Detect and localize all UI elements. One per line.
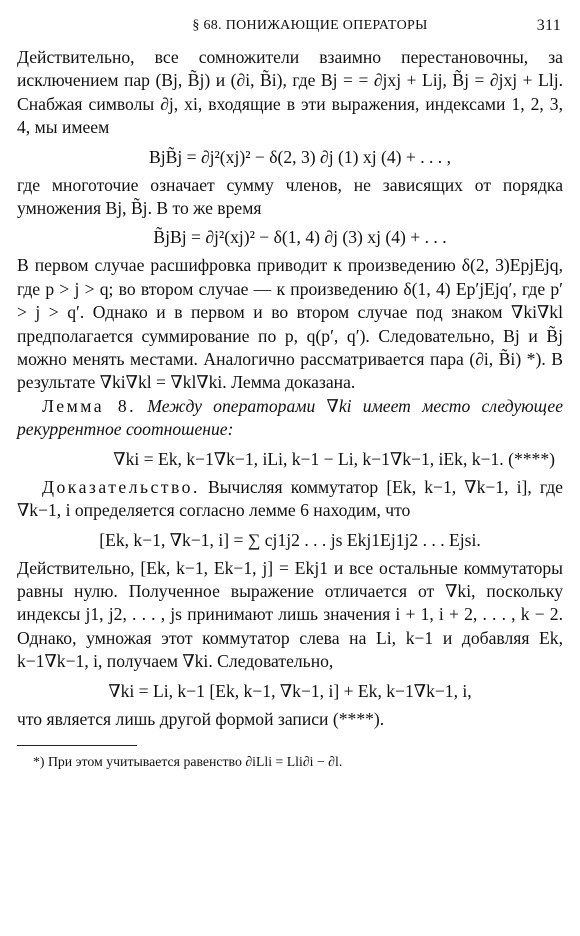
running-header	[17, 10, 563, 40]
page-number: 311	[536, 17, 561, 34]
equation-2: B̃jBj = ∂j²(xj)² − δ(1, 4) ∂j (3) xj (4) + . . .	[153, 227, 447, 248]
paragraph-2: где многоточие означает сумму членов, не зависящих от порядка умножения Bj, B̃j. В то же время	[17, 174, 563, 219]
proof-text: Вычисляя коммутатор [Ek, k−1, ∇k−1, i], где ∇k−1, i определяется согласно лемме 6 находим, что	[17, 476, 563, 521]
equation-3: ∇ki = Ek, k−1∇k−1, iLi, k−1 − Li, k−1∇k−1, iEk, k−1. (****)	[113, 448, 555, 469]
equation-4: [Ek, k−1, ∇k−1, i] = ∑ cj1j2 . . . js Ekj1Ej1j2 . . . Ejsi.	[99, 529, 481, 550]
equation-5: ∇ki = Li, k−1 [Ek, k−1, ∇k−1, i] + Ek, k−1∇k−1, i,	[108, 680, 472, 701]
proof-paragraph	[17, 476, 563, 523]
proof-label: Доказательство.	[42, 476, 200, 497]
lemma-statement: Между операторами ∇ki имеет место следующее рекуррентное соотношение:	[17, 395, 564, 440]
paragraph-3: В первом случае расшифровка приводит к произведению δ(2, 3)EpjEjq, где p > j > q; во втором случае — к произведению δ(1, 4) Ep′jEjq′, где p′ > j > q′. Однако и в первом и во втором случае под знаком ∇ki∇kl предполагается суммирование по p, q(p′, q′). Следовательно, Bj и B̃j можно менять местами. Аналогично рассматривается пара (∂i, B̃i) *). В результате ∇ki∇kl = ∇kl∇ki. Лемма доказана.	[17, 255, 564, 393]
paragraph-4: Действительно, [Ek, k−1, Ek−1, j] = Ekj1 и все остальные коммутаторы равны нулю. Полученное выражение отличается от ∇ki, поскольку индексы j1, j2, . . . , js принимают лишь значения i + 1, i + 2, . . . , k − 2. Однако, умножая этот коммутатор слева на Li, k−1 и добавляя Ek, k−1∇k−1, i, получаем ∇ki. Следовательно,	[17, 557, 563, 672]
footnote-rule	[17, 745, 137, 746]
paragraph-1: Действительно, все сомножители взаимно перестановочны, за исключением пар (Bj, B̃j) и (∂i, B̃i), где Bj = = ∂jxj + Lij, B̃j = ∂jxj + Llj. Снабжая символы ∂j, xi, входящие в эти выражения, индексами 1, 2, 3, 4, мы имеем	[17, 47, 563, 138]
section-title: § 68. ПОНИЖАЮЩИЕ ОПЕРАТОРЫ	[192, 18, 428, 33]
equation-1: BjB̃j = ∂j²(xj)² − δ(2, 3) ∂j (1) xj (4) + . . . ,	[148, 146, 451, 167]
paragraph-5: что является лишь другой формой записи (****).	[17, 708, 385, 729]
lemma-label: Лемма 8.	[42, 395, 137, 416]
lemma-8	[17, 395, 563, 442]
footnote: *) При этом учитывается равенство ∂iLli = Lli∂i − ∂l.	[33, 753, 343, 769]
